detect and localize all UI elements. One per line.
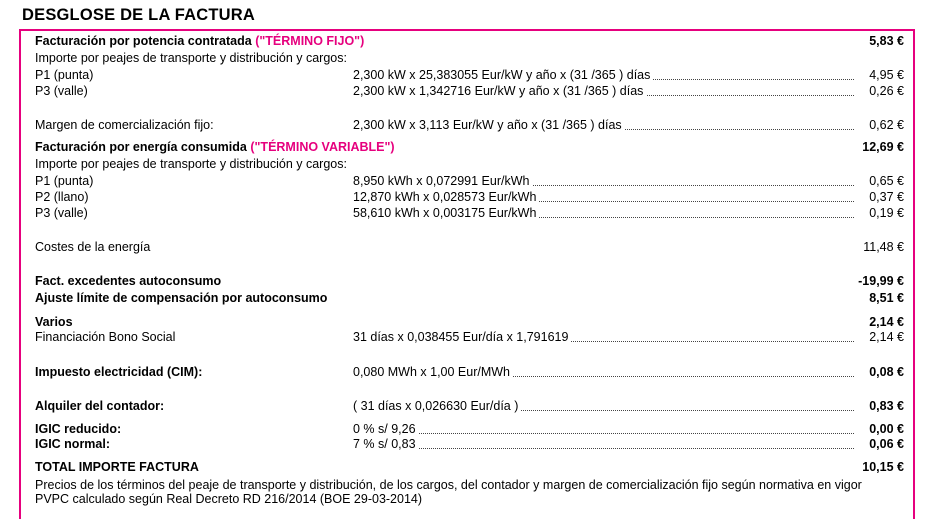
row-label: P1 (punta) (35, 68, 96, 83)
excedentes-row (35, 274, 904, 289)
potencia-p1-row (35, 68, 904, 83)
row-calc: 12,870 kWh x 0,028573 Eur/kWh (353, 190, 539, 204)
row-amount: 0,19 € (866, 206, 904, 221)
potencia-tag: ("TÉRMINO FIJO") (255, 34, 365, 48)
margen-amount: 0,62 € (866, 118, 904, 133)
energia-tag: ("TÉRMINO VARIABLE") (250, 140, 395, 154)
impuesto-calc: 0,080 MWh x 1,00 Eur/MWh (353, 365, 513, 379)
excedentes-label: Fact. excedentes autoconsumo (35, 274, 224, 289)
invoice-breakdown-title: DESGLOSE DE LA FACTURA (22, 6, 255, 24)
impuesto-row (35, 365, 904, 380)
row-calc: 2,300 kW x 1,342716 Eur/kW y año x (31 /365 ) días (353, 84, 646, 98)
row-amount: 4,95 € (866, 68, 904, 83)
potencia-sub-row (35, 51, 904, 66)
ajuste-row (35, 291, 904, 306)
alquiler-amount: 0,83 € (866, 399, 904, 414)
impuesto-label: Impuesto electricidad (CIM): (35, 365, 205, 380)
igic-reducido-label: IGIC reducido: (35, 422, 124, 437)
total-amount: 10,15 € (859, 460, 904, 475)
varios-row (35, 315, 904, 330)
energia-amount: 12,69 € (859, 140, 904, 155)
energia-p1-row (35, 174, 904, 189)
energia-sub-row (35, 157, 904, 172)
row-label: P3 (valle) (35, 206, 91, 221)
excedentes-amount: -19,99 € (855, 274, 904, 289)
total-label: TOTAL IMPORTE FACTURA (35, 460, 202, 475)
costes-amount: 11,48 € (860, 240, 904, 255)
costes-row (35, 240, 904, 255)
varios-label: Varios (35, 315, 76, 330)
alquiler-row (35, 399, 904, 414)
row-amount: 0,26 € (866, 84, 904, 99)
row-amount: 0,37 € (866, 190, 904, 205)
row-calc: 8,950 kWh x 0,072991 Eur/kWh (353, 174, 532, 188)
bono-calc: 31 días x 0,038455 Eur/día x 1,791619 (353, 330, 571, 344)
row-calc: 58,610 kWh x 0,003175 Eur/kWh (353, 206, 539, 220)
energia-header-row (35, 140, 904, 155)
row-label: P3 (valle) (35, 84, 91, 99)
costes-label: Costes de la energía (35, 240, 153, 255)
igic-normal-label: IGIC normal: (35, 437, 113, 452)
energia-p3-row (35, 206, 904, 221)
alquiler-calc: ( 31 días x 0,026630 Eur/día ) (353, 399, 521, 413)
igic-normal-amount: 0,06 € (866, 437, 904, 452)
igic-normal-calc: 7 % s/ 0,83 (353, 437, 419, 451)
row-label: P2 (llano) (35, 190, 92, 205)
igic-normal-row (35, 437, 904, 452)
potencia-header-row (35, 34, 904, 49)
energia-label: Facturación por energía consumida (35, 140, 247, 154)
impuesto-amount: 0,08 € (866, 365, 904, 380)
bono-label: Financiación Bono Social (35, 330, 178, 345)
igic-reducido-amount: 0,00 € (866, 422, 904, 437)
ajuste-label: Ajuste límite de compensación por autoconsumo (35, 291, 330, 306)
margen-row (35, 118, 904, 133)
potencia-sub-label: Importe por peajes de transporte y distribución y cargos: (35, 51, 350, 66)
alquiler-label: Alquiler del contador: (35, 399, 167, 414)
margen-label: Margen de comercialización fijo: (35, 118, 217, 133)
potencia-amount: 5,83 € (866, 34, 904, 49)
igic-reducido-row (35, 422, 904, 437)
bono-row (35, 330, 904, 345)
bono-amount: 2,14 € (866, 330, 904, 345)
margen-calc: 2,300 kW x 3,113 Eur/kW y año x (31 /365 ) días (353, 118, 625, 132)
potencia-p3-row (35, 84, 904, 99)
row-amount: 0,65 € (866, 174, 904, 189)
row-label: P1 (punta) (35, 174, 96, 189)
potencia-label: Facturación por potencia contratada (35, 34, 252, 48)
energia-sub-label: Importe por peajes de transporte y distribución y cargos: (35, 157, 350, 172)
total-row (35, 460, 904, 475)
pricing-note: Precios de los términos del peaje de transporte y distribución, de los cargos, del contador y margen de comercialización fijo según normativa en vigor PVPC calculado según Real Decreto RD 216/2014 (BOE 29-03-2014) (35, 478, 862, 506)
ajuste-amount: 8,51 € (866, 291, 904, 306)
energia-p2-row (35, 190, 904, 205)
igic-reducido-calc: 0 % s/ 9,26 (353, 422, 419, 436)
varios-amount: 2,14 € (866, 315, 904, 330)
row-calc: 2,300 kW x 25,383055 Eur/kW y año x (31 /365 ) días (353, 68, 653, 82)
